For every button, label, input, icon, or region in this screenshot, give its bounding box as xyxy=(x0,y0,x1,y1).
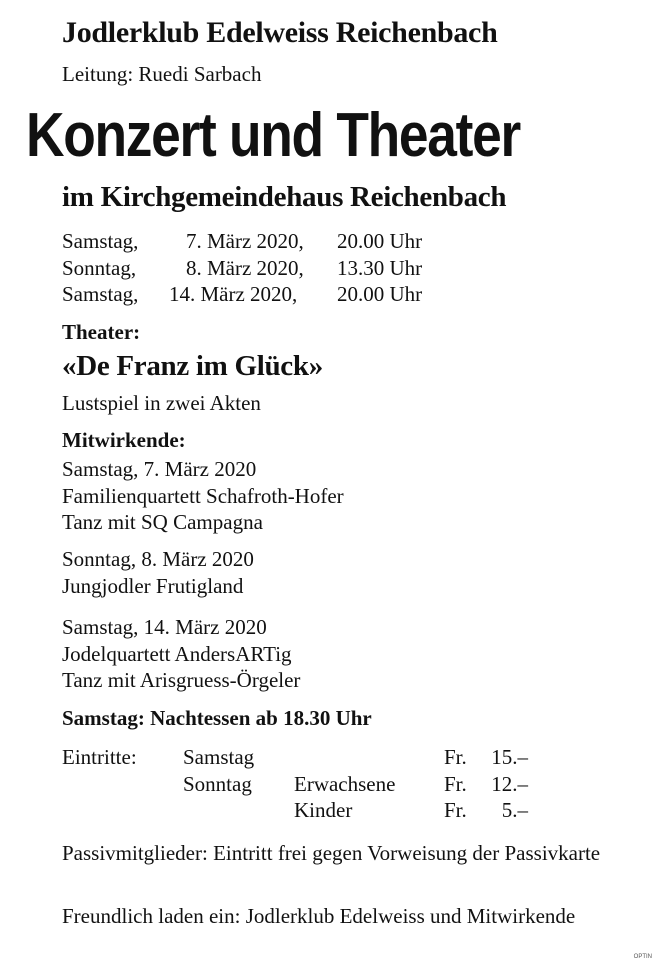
price-amount: 5.– xyxy=(501,798,528,822)
date-day: Samstag, xyxy=(62,229,139,253)
date-time: 20.00 Uhr xyxy=(337,282,423,306)
theater-label: Theater: xyxy=(62,320,141,344)
club-name: Jodlerklub Edelweiss Reichenbach xyxy=(62,16,498,49)
date-time: 20.00 Uhr xyxy=(337,229,423,253)
leitung-line: Leitung: Ruedi Sarbach xyxy=(62,62,262,86)
dinner-note: Samstag: Nachtessen ab 18.30 Uhr xyxy=(62,706,372,730)
group-date: Sonntag, 8. März 2020 xyxy=(62,547,254,571)
group-date: Samstag, 7. März 2020 xyxy=(62,457,257,481)
venue: im Kirchgemeindehaus Reichenbach xyxy=(62,181,507,213)
date-date: 8. März 2020, xyxy=(186,255,304,280)
group-performer: Tanz mit Arisgruess-Örgeler xyxy=(62,668,301,692)
price-amount: 15.– xyxy=(491,745,528,769)
price-category: Kinder xyxy=(294,798,353,822)
invitation-note: Freundlich laden ein: Jodlerklub Edelweiss und Mitwirkende xyxy=(62,904,576,928)
performer-group xyxy=(62,614,300,694)
price-label: Eintritte: xyxy=(62,745,137,769)
date-date: 7. März 2020, xyxy=(186,229,304,253)
price-day: Samstag xyxy=(183,745,255,769)
play-title: «De Franz im Glück» xyxy=(62,350,323,382)
corner-mark: OPTIN xyxy=(633,954,652,960)
headline: Konzert und Theater xyxy=(26,101,520,170)
play-subtitle: Lustspiel in zwei Akten xyxy=(62,391,261,415)
price-currency: Fr. xyxy=(444,798,467,822)
passive-members-note: Passivmitglieder: Eintritt frei gegen Vorweisung der Passivkarte xyxy=(62,841,601,865)
group-date: Samstag, 14. März 2020 xyxy=(62,615,267,639)
group-performer: Jodelquartett AndersARTig xyxy=(62,641,292,666)
date-day: Sonntag, xyxy=(62,255,137,280)
date-date: 14. März 2020, xyxy=(169,282,298,306)
group-performer: Tanz mit SQ Campagna xyxy=(62,510,263,534)
mitwirkende-label: Mitwirkende: xyxy=(62,428,186,452)
price-currency: Fr. xyxy=(444,771,467,796)
price-currency: Fr. xyxy=(444,745,467,769)
price-day: Sonntag xyxy=(183,771,252,796)
performer-group xyxy=(62,456,344,536)
price-category: Erwachsene xyxy=(294,771,396,796)
performer-group xyxy=(62,546,254,599)
group-performer: Familienquartett Schafroth-Hofer xyxy=(62,483,344,508)
date-day: Samstag, xyxy=(62,282,139,306)
price-amount: 12.– xyxy=(491,771,528,796)
group-performer: Jungjodler Frutigland xyxy=(62,573,244,598)
date-time: 13.30 Uhr xyxy=(337,255,423,280)
